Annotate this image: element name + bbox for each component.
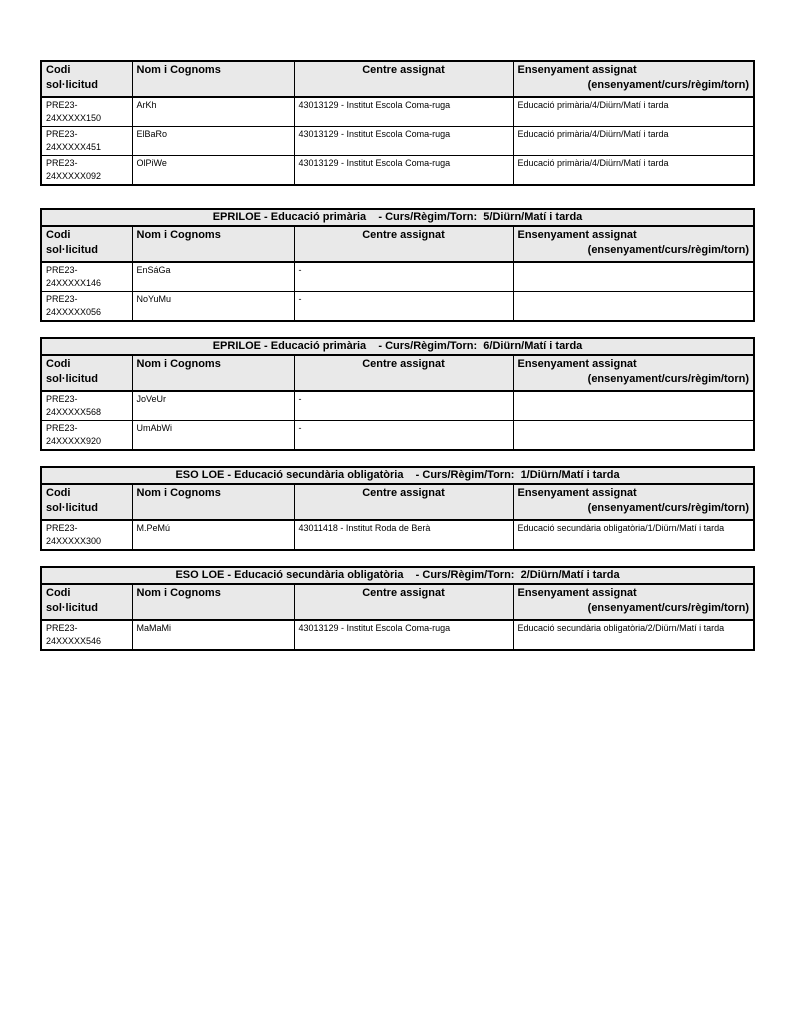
cell-nom: JoVeUr xyxy=(132,391,294,421)
table-title-row xyxy=(41,209,754,226)
cell-codi-line1: PRE23- xyxy=(46,129,78,139)
table-header-row xyxy=(41,355,754,391)
table-header-row xyxy=(41,584,754,620)
column-header-ensenyament xyxy=(513,484,754,520)
cell-centre: 43013129 - Institut Escola Coma-ruga xyxy=(294,620,513,650)
cell-ensenyament: Educació primària/4/Diürn/Matí i tarda xyxy=(513,156,754,186)
table-row xyxy=(41,391,754,421)
column-header-codi-line2: sol·licitud xyxy=(46,502,98,514)
assignment-table-body xyxy=(41,567,754,650)
table-row xyxy=(41,520,754,550)
assignment-table-body xyxy=(41,209,754,321)
cell-ensenyament: Educació primària/4/Diürn/Matí i tarda xyxy=(513,127,754,156)
column-header-ensenyament-line1: Ensenyament assignat xyxy=(517,229,637,241)
assignment-table xyxy=(40,208,755,322)
table-title-row xyxy=(41,467,754,484)
table-row xyxy=(41,292,754,322)
column-header-nom: Nom i Cognoms xyxy=(132,484,294,520)
cell-nom: UmAbWi xyxy=(132,421,294,451)
column-header-ensenyament-line1: Ensenyament assignat xyxy=(517,587,637,599)
table-title-row xyxy=(41,567,754,584)
column-header-ensenyament-line1: Ensenyament assignat xyxy=(517,358,637,370)
cell-centre: - xyxy=(294,391,513,421)
table-section-title: ESO LOE - Educació secundària obligatòria - Curs/Règim/Torn: 1/Diürn/Matí i tarda xyxy=(41,467,754,484)
cell-codi-line1: PRE23- xyxy=(46,100,78,110)
column-header-codi xyxy=(41,355,132,391)
cell-centre: 43013129 - Institut Escola Coma-ruga xyxy=(294,97,513,127)
assignment-table xyxy=(40,60,755,186)
cell-codi xyxy=(41,620,132,650)
cell-centre: - xyxy=(294,292,513,322)
column-header-codi-line1: Codi xyxy=(46,358,71,370)
cell-codi-line2: 24XXXXX092 xyxy=(46,171,102,181)
cell-nom: ArKh xyxy=(132,97,294,127)
column-header-nom: Nom i Cognoms xyxy=(132,584,294,620)
table-row xyxy=(41,620,754,650)
cell-ensenyament: Educació secundària obligatòria/1/Diürn/Matí i tarda xyxy=(513,520,754,550)
column-header-codi xyxy=(41,61,132,97)
table-header-row xyxy=(41,484,754,520)
cell-codi-line2: 24XXXXX546 xyxy=(46,636,102,646)
assignment-table-body xyxy=(41,338,754,450)
cell-nom: OlPiWe xyxy=(132,156,294,186)
cell-nom: ElBaRo xyxy=(132,127,294,156)
cell-codi xyxy=(41,156,132,186)
table-header-row xyxy=(41,61,754,97)
assignment-table-body xyxy=(41,467,754,550)
column-header-ensenyament-line2: (ensenyament/curs/règim/torn) xyxy=(587,79,749,91)
cell-codi-line2: 24XXXXX920 xyxy=(46,436,102,446)
cell-centre: 43013129 - Institut Escola Coma-ruga xyxy=(294,127,513,156)
cell-codi-line1: PRE23- xyxy=(46,523,78,533)
cell-codi-line2: 24XXXXX146 xyxy=(46,278,102,288)
column-header-ensenyament xyxy=(513,355,754,391)
cell-codi xyxy=(41,391,132,421)
cell-ensenyament xyxy=(513,292,754,322)
table-row xyxy=(41,156,754,186)
cell-codi xyxy=(41,127,132,156)
cell-ensenyament xyxy=(513,421,754,451)
cell-codi xyxy=(41,520,132,550)
column-header-ensenyament-line2: (ensenyament/curs/règim/torn) xyxy=(587,244,750,256)
cell-nom: NoYuMu xyxy=(132,292,294,322)
cell-codi-line2: 24XXXXX300 xyxy=(46,536,102,546)
cell-centre: - xyxy=(294,421,513,451)
cell-codi-line1: PRE23- xyxy=(46,158,78,168)
column-header-codi-line1: Codi xyxy=(46,487,71,499)
column-header-codi xyxy=(41,484,132,520)
table-row xyxy=(41,97,754,127)
column-header-nom: Nom i Cognoms xyxy=(132,355,294,391)
column-header-ensenyament-line2: (ensenyament/curs/règim/torn) xyxy=(587,502,750,514)
cell-codi xyxy=(41,292,132,322)
column-header-ensenyament-line1: Ensenyament assignat xyxy=(517,487,637,499)
cell-codi-line2: 24XXXXX451 xyxy=(46,142,102,152)
assignment-table xyxy=(40,566,755,651)
column-header-ensenyament xyxy=(513,61,754,97)
cell-codi xyxy=(41,262,132,292)
table-row xyxy=(41,262,754,292)
cell-codi-line2: 24XXXXX150 xyxy=(46,113,102,123)
column-header-codi-line1: Codi xyxy=(46,587,71,599)
cell-codi-line1: PRE23- xyxy=(46,394,78,404)
assignment-table xyxy=(40,466,755,551)
cell-ensenyament xyxy=(513,391,754,421)
cell-codi xyxy=(41,421,132,451)
assignment-table-body xyxy=(41,61,754,185)
column-header-codi xyxy=(41,584,132,620)
column-header-codi-line2: sol·licitud xyxy=(46,373,98,385)
cell-codi-line1: PRE23- xyxy=(46,623,78,633)
table-row xyxy=(41,127,754,156)
column-header-codi-line2: sol·licitud xyxy=(46,79,98,91)
table-section-title: EPRILOE - Educació primària - Curs/Règim/Torn: 6/Diürn/Matí i tarda xyxy=(41,338,754,355)
column-header-codi xyxy=(41,226,132,262)
cell-ensenyament: Educació primària/4/Diürn/Matí i tarda xyxy=(513,97,754,127)
table-row xyxy=(41,421,754,451)
table-section-title: EPRILOE - Educació primària - Curs/Règim/Torn: 5/Diürn/Matí i tarda xyxy=(41,209,754,226)
column-header-codi-line1: Codi xyxy=(46,64,71,76)
column-header-centre: Centre assignat xyxy=(294,226,513,262)
cell-codi-line2: 24XXXXX568 xyxy=(46,407,102,417)
column-header-codi-line2: sol·licitud xyxy=(46,244,98,256)
cell-nom: M.PeMú xyxy=(132,520,294,550)
cell-nom: MaMaMi xyxy=(132,620,294,650)
tables-container xyxy=(40,60,753,666)
column-header-nom: Nom i Cognoms xyxy=(132,61,294,97)
column-header-centre: Centre assignat xyxy=(294,484,513,520)
cell-codi-line2: 24XXXXX056 xyxy=(46,307,102,317)
cell-codi-line1: PRE23- xyxy=(46,294,78,304)
column-header-nom: Nom i Cognoms xyxy=(132,226,294,262)
table-header-row xyxy=(41,226,754,262)
assignment-table xyxy=(40,337,755,451)
column-header-ensenyament xyxy=(513,584,754,620)
column-header-ensenyament-line1: Ensenyament assignat xyxy=(517,64,637,76)
cell-centre: 43011418 - Institut Roda de Berà xyxy=(294,520,513,550)
cell-centre: - xyxy=(294,262,513,292)
table-title-row xyxy=(41,338,754,355)
column-header-codi-line1: Codi xyxy=(46,229,71,241)
column-header-centre: Centre assignat xyxy=(294,355,513,391)
column-header-ensenyament-line2: (ensenyament/curs/règim/torn) xyxy=(587,373,750,385)
column-header-ensenyament-line2: (ensenyament/curs/règim/torn) xyxy=(587,602,750,614)
cell-codi xyxy=(41,97,132,127)
column-header-ensenyament xyxy=(513,226,754,262)
cell-centre: 43013129 - Institut Escola Coma-ruga xyxy=(294,156,513,186)
cell-nom: EnSáGa xyxy=(132,262,294,292)
cell-ensenyament: Educació secundària obligatòria/2/Diürn/Matí i tarda xyxy=(513,620,754,650)
cell-codi-line1: PRE23- xyxy=(46,265,78,275)
column-header-codi-line2: sol·licitud xyxy=(46,602,98,614)
cell-ensenyament xyxy=(513,262,754,292)
table-section-title: ESO LOE - Educació secundària obligatòria - Curs/Règim/Torn: 2/Diürn/Matí i tarda xyxy=(41,567,754,584)
cell-codi-line1: PRE23- xyxy=(46,423,78,433)
column-header-centre: Centre assignat xyxy=(294,61,513,97)
column-header-centre: Centre assignat xyxy=(294,584,513,620)
